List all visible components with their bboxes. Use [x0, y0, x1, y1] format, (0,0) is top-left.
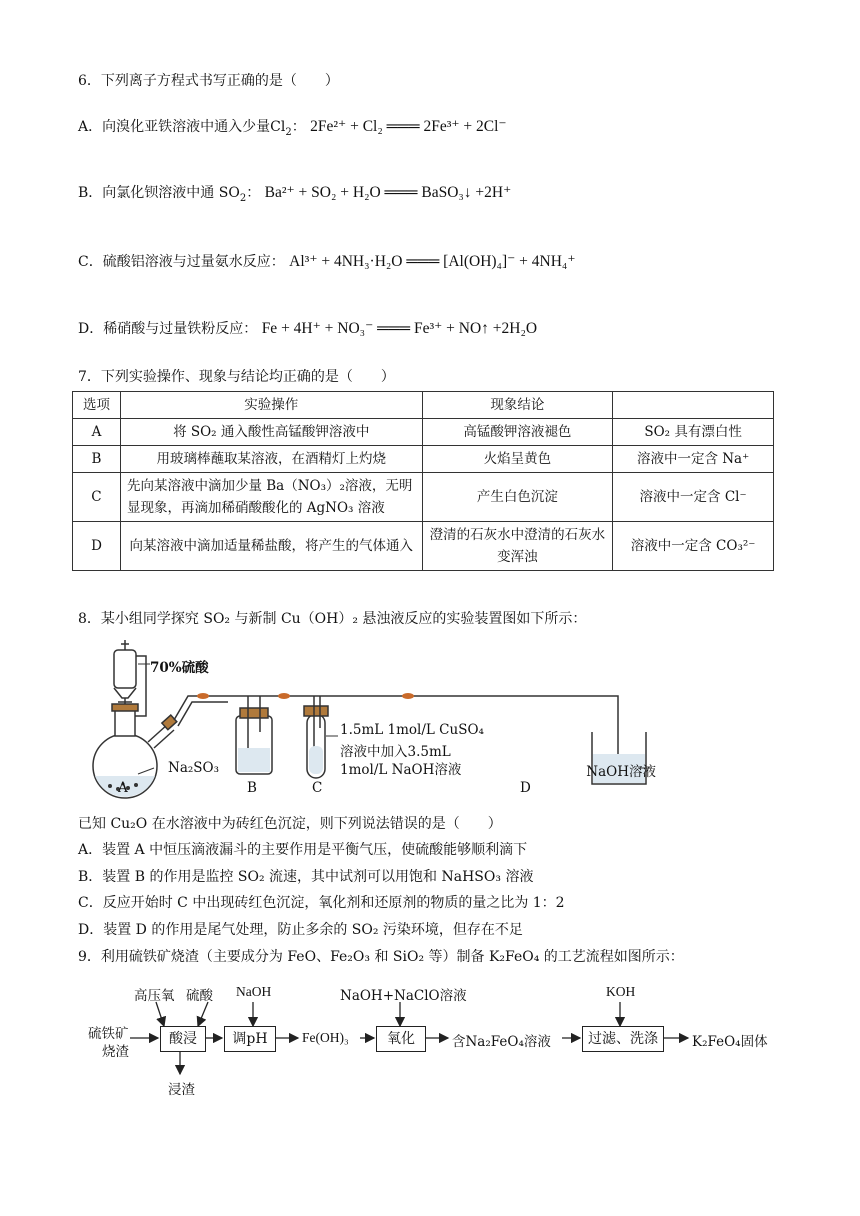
- q7-stem: 7．下列实验操作、现象与结论均正确的是（ ）: [78, 369, 395, 385]
- flow-intermediate-feoh3: Fe(OH)₃: [302, 1030, 349, 1045]
- q9-flowchart: [88, 984, 788, 1098]
- q8-option-b: B．装置 B 的作用是监控 SO₂ 流速，其中试剂可以用饱和 NaHSO₃ 溶液: [78, 869, 534, 885]
- q6-option-c: [78, 252, 576, 272]
- q6-option-b-label-tail: ：: [246, 185, 261, 201]
- flow-residue: 浸渣: [168, 1082, 195, 1098]
- q6-option-b-equation: Ba²⁺ + SO₂ + H₂O ═══ BaSO₃↓ +2H⁺: [264, 184, 512, 201]
- q7-table: [72, 391, 774, 571]
- q8-option-a: A．装置 A 中恒压滴液漏斗的主要作用是平衡气压，使硫酸能够顺利滴下: [78, 842, 528, 858]
- table-cell: 用玻璃棒蘸取某溶液，在酒精灯上灼烧: [120, 446, 422, 473]
- table-header-row: [73, 392, 774, 419]
- q6-option-a: [78, 117, 507, 143]
- table-cell: 火焰呈黄色: [422, 446, 613, 473]
- cuso4-label-line2: 溶液中加入3.5mL: [340, 744, 451, 760]
- table-cell: C: [73, 473, 121, 522]
- apparatus-letter-b: B: [247, 780, 257, 796]
- flow-input-sulfuric-acid: 硫酸: [186, 988, 213, 1004]
- q8-known: 已知 Cu₂O 在水溶液中为砖红色沉淀，则下列说法错误的是（ ）: [78, 816, 502, 832]
- q6-option-d: [78, 319, 537, 339]
- cuso4-label-line1: 1.5mL 1mol/L CuSO₄: [340, 722, 484, 738]
- table-row: [73, 473, 774, 522]
- flow-input-naoh-naclo: NaOH+NaClO溶液: [340, 988, 467, 1004]
- flow-step-oxidation: 氧化: [376, 1026, 426, 1052]
- table-row: [73, 446, 774, 473]
- q6-stem: 6．下列离子方程式书写正确的是（ ）: [78, 73, 339, 89]
- flow-input-oxygen: 高压氧: [134, 988, 175, 1004]
- flow-raw-material-line2: 烧渣: [102, 1044, 129, 1060]
- flow-input-naoh: NaOH: [236, 984, 272, 999]
- flow-intermediate-na2feo4: 含Na₂FeO₄溶液: [452, 1034, 551, 1050]
- flow-raw-material-line1: 硫铁矿: [88, 1026, 129, 1042]
- table-cell: 溶液中一定含 Cl⁻: [613, 473, 774, 522]
- q6-option-a-label-tail: ：: [291, 119, 306, 135]
- table-row: [73, 522, 774, 571]
- q6-option-b-label-sub: 2: [239, 192, 247, 204]
- table-cell: A: [73, 419, 121, 446]
- apparatus-letter-d: D: [520, 780, 531, 796]
- table-cell: 先向某溶液中滴加少量 Ba（NO₃）₂溶液，无明显现象，再滴加稀硝酸酸化的 AgNO₃ 溶液: [120, 473, 422, 522]
- table-header-cell: 现象结论: [422, 392, 613, 419]
- cuso4-label-line3: 1mol/L NaOH溶液: [340, 762, 462, 778]
- q6-option-c-label: C．硫酸铝溶液与过量氨水反应：: [78, 254, 285, 270]
- q8-option-c: C．反应开始时 C 中出现砖红色沉淀，氧化剂和还原剂的物质的量之比为 1：2: [78, 895, 565, 911]
- table-cell: 产生白色沉淀: [422, 473, 613, 522]
- q6-option-a-equation: 2Fe²⁺ + Cl₂ ═══ 2Fe³⁺ + 2Cl⁻: [310, 118, 507, 135]
- flow-step-adjust-ph: 调pH: [224, 1026, 276, 1052]
- naoh-label: NaOH溶液: [586, 764, 656, 780]
- flow-step-acid-leach: 酸浸: [160, 1026, 206, 1052]
- flow-input-koh: KOH: [606, 984, 636, 999]
- table-cell: SO₂ 具有漂白性: [613, 419, 774, 446]
- q6-option-d-equation: Fe + 4H⁺ + NO₃⁻ ═══ Fe³⁺ + NO↑ +2H₂O: [261, 320, 538, 337]
- q6-option-c-equation: Al³⁺ + 4NH₃·H₂O ═══ [Al(OH)₄]⁻ + 4NH₄⁺: [289, 253, 576, 270]
- flow-product: K₂FeO₄固体: [692, 1034, 768, 1050]
- table-cell: D: [73, 522, 121, 571]
- q6-option-d-label: D．稀硝酸与过量铁粉反应：: [78, 321, 258, 337]
- table-header-cell: [613, 392, 774, 419]
- table-cell: 高锰酸钾溶液褪色: [422, 419, 613, 446]
- table-cell: 将 SO₂ 通入酸性高锰酸钾溶液中: [120, 419, 422, 446]
- q8-option-d: D．装置 D 的作用是尾气处理，防止多余的 SO₂ 污染环境，但存在不足: [78, 922, 523, 938]
- apparatus-letter-a: A: [118, 780, 128, 796]
- table-cell: 溶液中一定含 Na⁺: [613, 446, 774, 473]
- table-header-cell: 实验操作: [120, 392, 422, 419]
- table-cell: B: [73, 446, 121, 473]
- q6-option-a-label-sub: 2: [285, 126, 292, 138]
- q8-stem: 8．某小组同学探究 SO₂ 与新制 Cu（OH）₂ 悬浊液反应的实验装置图如下所示：: [78, 611, 587, 627]
- flow-step-filter-wash: 过滤、洗涤: [582, 1026, 664, 1052]
- acid-label: 70%硫酸: [150, 660, 209, 676]
- q6-option-a-label: A．向溴化亚铁溶液中通入少量Cl: [78, 119, 286, 135]
- table-header-cell: 选项: [73, 392, 121, 419]
- table-row: [73, 419, 774, 446]
- table-cell: 向某溶液中滴加适量稀盐酸，将产生的气体通入: [120, 522, 422, 571]
- apparatus-letter-c: C: [312, 780, 323, 796]
- q6-option-b: [78, 183, 511, 209]
- table-cell: 澄清的石灰水中澄清的石灰水变浑浊: [422, 522, 613, 571]
- table-cell: 溶液中一定含 CO₃²⁻: [613, 522, 774, 571]
- q9-stem: 9．利用硫铁矿烧渣（主要成分为 FeO、Fe₂O₃ 和 SiO₂ 等）制备 K₂FeO₄ 的工艺流程如图所示：: [78, 949, 684, 965]
- q6-option-b-label: B．向氯化钡溶液中通 SO: [78, 185, 240, 201]
- na2so3-label: Na₂SO₃: [168, 760, 220, 776]
